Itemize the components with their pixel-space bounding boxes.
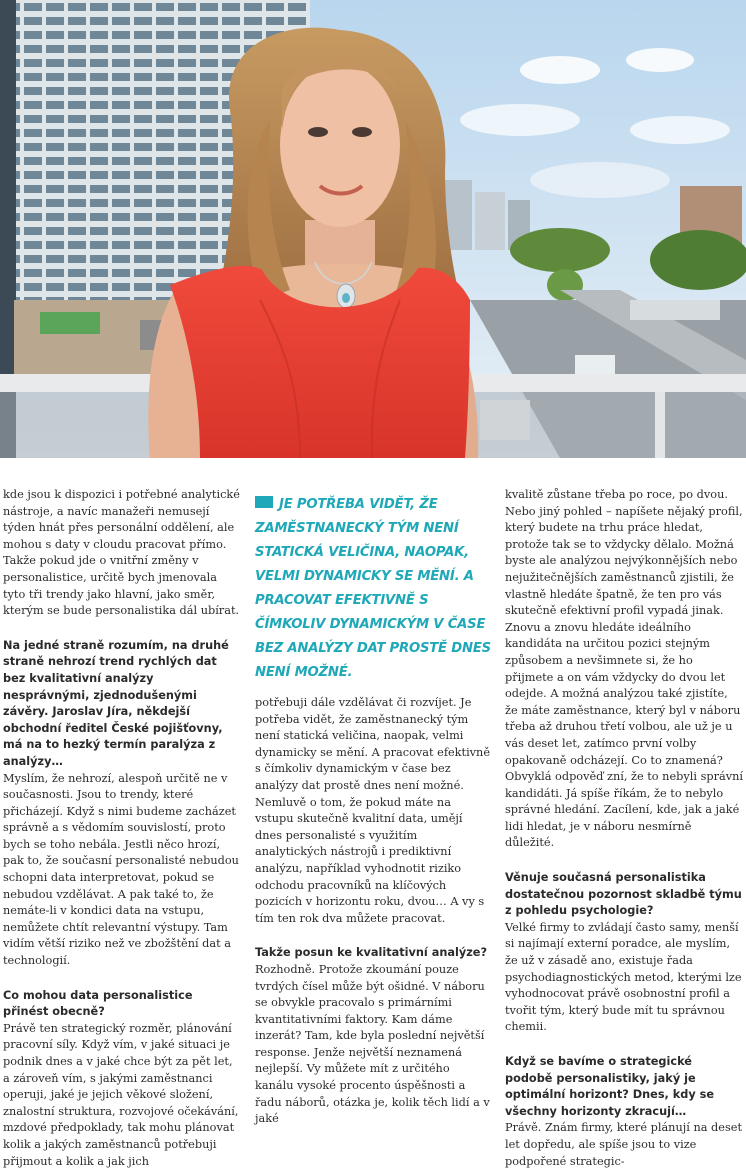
paragraph: Právě ten strategický rozměr, plánování pracovní síly. Když vím, v jaké situaci je podnik dnes a v jaké chce být za pět let, a zároveň vím, s jakými zaměstnanci operuji, jaké je jejich věkové složení, znalostní struktura, rozvojové očekávání, mzdové předpoklady, tak mohu plánovat kolik a jakých zaměstnanců potřebuji přijmout a kolik a jak jich	[3, 1021, 239, 1168]
interview-question: Takže posun ke kvalitativní analýze?	[255, 946, 488, 960]
interview-question: Věnuje současná personalistika dostatečnou pozornost skladbě týmu z pohledu psychologie?	[505, 871, 742, 918]
paragraph: potřebuji dále vzdělávat či rozvíjet. Je potřeba vidět, že zaměstnanecký tým není statická veličina, naopak, velmi dynamicky se mění. A pracovat efektivně s čímkoliv dynamickým v čase bez analýzy dat prostě dnes není možné. Nemluvě o tom, že pokud máte na vstupu skutečně kvalitní data, umějí dnes personalisté s využitím analytických nástrojů i prediktivní analýzu, například vyhodnotit riziko odchodu pracovníků na klíčových pozicích v horizontu roku, dvou… A vy s tím ten rok dva můžete pracovat.	[255, 696, 491, 925]
pull-quote	[255, 493, 491, 685]
paragraph: kde jsou k dispozici i potřebné analytické nástroje, a navíc manažeři nemusejí týden hnát přes personální oddělení, ale mohou s daty v cloudu pracovat přímo. Takže pokud jde o vnitřní změny v personalistice, určitě bych jmenovala tyto tři trendy jako hlavní, jako směr, kterým se bude personalistika dál ubírat.	[3, 488, 240, 618]
paragraph: Právě. Znám firmy, které plánují na deset let dopředu, ale spíše jsou to vize podpořené strategic-	[505, 1121, 742, 1168]
portrait-photo	[0, 0, 746, 458]
pull-quote-text: JE POTŘEBA VIDĚT, ŽE ZAMĚSTNANECKÝ TÝM NENÍ STATICKÁ VELIČINA, NAOPAK, VELMI DYNAMICKY SE MĚNÍ. A PRACOVAT EFEKTIVNĚ S ČÍMKOLIV DYNAMICKÝM V ČASE BEZ ANALÝZY DAT PROSTĚ DNES NENÍ MOŽNÉ.	[255, 497, 491, 680]
article-column-3	[505, 487, 743, 1170]
paragraph: Velké firmy to zvládají často samy, menší si najímají externí poradce, ale myslím, že už v zásadě ano, existuje řada psychodiagnostických metod, kterými lze vyhodnocovat právě osobnostní profil a tvořit tým, který bude mít tu správnou chemii.	[505, 920, 742, 1034]
paragraph: Rozhodně. Protože zkoumání pouze tvrdých čísel může být ošidné. V náboru se obvykle pracovalo s primárními kvantitativními faktory. Kam dáme inzerát? Tam, kde byla poslední největší response. Jenže největší neznamená nejlepší. Vy můžete mít z určitého kanálu vysoké procento úspěšnosti a řadu náborů, otázka je, kolik těch lidí a v jaké	[255, 962, 490, 1126]
interview-question: Co mohou data personalistice přinést obecně?	[3, 988, 193, 1019]
article-column-2	[255, 493, 491, 1128]
paragraph: kvalitě zůstane třeba po roce, po dvou. Nebo jiný pohled – napíšete nějaký profil, který budete na trhu práce hledat, protože tak se to vždycky dělalo. Možná byste ale analýzou nejvýkonnějších nebo nejužitečnějších zaměstnanců zjistili, že vlastně hledáte špatně, že ten pro vás skutečně efektivní profil vypadá jinak. Znovu a znovu hledáte ideálního kandidáta na určitou pozici stejným způsobem a nevšimnete si, že ho přijmete a on vám vždycky do dvou let odejde. A možná analýzou také zjistíte, že máte zaměstnance, který byl v náboru třeba až druhou třetí volbou, ale už je u vás deset let, zatímco první volby opakovaně odcházejí. Co to znamená? Obvyklá odpověď zní, že to nebyli správní kandidáti. Já spíše říkám, že to nebylo správné hledání. Zacílení, kde, jak a jaké lidi hledat, je v náboru nesmírně důležité.	[505, 488, 744, 850]
paragraph: Myslím, že nehrozí, alespoň určitě ne v současnosti. Jsou to trendy, které přicházejí. Když s nimi budeme zacházet správně a s vědomím souvislostí, proto bych se toho nebála. Jestli něco hrozí, pak to, že současní personalisté nebudou schopni data interpretovat, pokud se nebudou vzdělávat. A pak také to, že nemáte-li v kondici data na vstupu, nemůžete chtít relevantní výstupy. Tam vidím větší riziko než ve zbožštění dat a technologií.	[3, 771, 239, 968]
article-column-1	[3, 487, 241, 1170]
interview-question: Na jedné straně rozumím, na druhé straně nehrozí trend rychlých dat bez kvalitativní analýzy nesprávnými, zjednodušenými závěry. Jaroslav Jíra, někdejší obchodní ředitel České pojišťovny, má na to hezký termín paralýza z analýzy…	[3, 638, 229, 768]
interview-question: Když se bavíme o strategické podobě personalistiky, jaký je optimální horizont? Dnes, kdy se všechny horizonty zkracují…	[505, 1055, 715, 1118]
accent-square-icon	[255, 496, 273, 508]
